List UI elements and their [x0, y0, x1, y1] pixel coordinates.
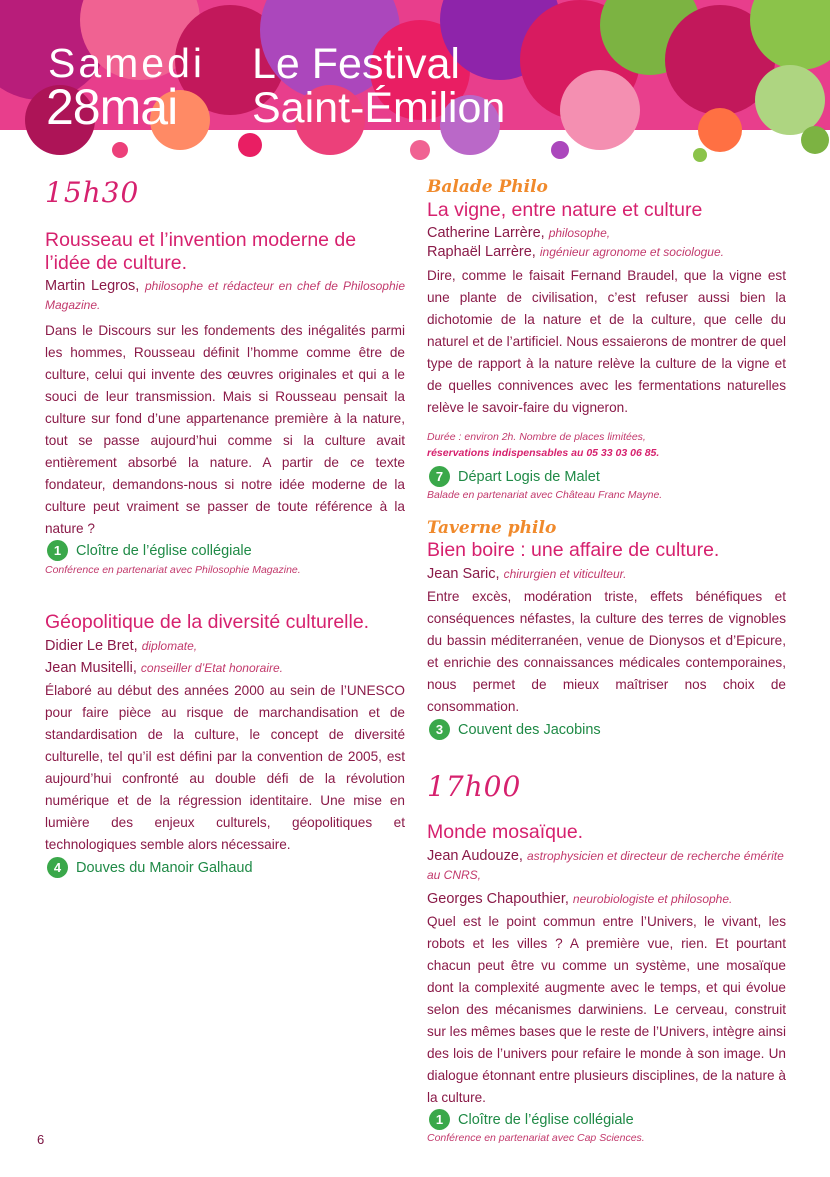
venue-link-cloitre[interactable] — [429, 1109, 634, 1130]
talk-body-geopolitique: Élaboré au début des années 2000 au sein de l’UNESCO pour faire pièce au risque de marchandisation et de standardisation de la culture, le concept de diversité culturelle, tel qu’il est défini par la convention de 2005, est aujourd’hui confronté au double défi de la révolution numérique et de la régression identitaire. Une mise en lumière des enjeux culturels, géopolitiques et technologiques semble alors nécessaire. — [45, 683, 405, 852]
header-title-line2: Saint-Émilion — [252, 84, 506, 132]
speaker-role: ingénieur agronome et sociologue. — [539, 245, 724, 259]
talk-body-vigne: Dire, comme le faisait Fernand Braudel, que la vigne est une plante de civilisation, c’est refuser aussi bien la dichotomie de la nature et de la culture, que celle du naturel et de l’artificiel. Nous essaierons de montrer de quel type de rapport à la nature relève la culture de la vigne et de quelles connivences avec les fermentations naturelles relève le savoir-faire du vigneron. — [427, 268, 786, 415]
venue-label: Douves du Manoir Galhaud — [76, 859, 253, 876]
talk-title-geopolitique: Géopolitique de la diversité culturelle. — [45, 611, 370, 633]
speaker-audouze — [427, 847, 786, 885]
speaker-chapouthier — [427, 890, 732, 909]
talk-title-vigne: La vigne, entre nature et culture — [427, 199, 703, 221]
speaker-role: astrophysicien et directeur de recherche émérite au CNRS, — [427, 849, 784, 882]
speaker-le-bret — [45, 637, 197, 656]
speaker-saric — [427, 565, 627, 584]
venue-number-badge: 4 — [47, 857, 68, 878]
speaker-raphael-larrere — [427, 243, 724, 262]
speaker-name: Jean Musitelli, — [45, 660, 137, 676]
speaker-name: Catherine Larrère, — [427, 225, 545, 241]
speaker-legros — [45, 277, 405, 315]
venue-link-cloitre[interactable] — [47, 540, 252, 561]
speaker-role: chirurgien et viticulteur. — [503, 567, 627, 581]
speaker-musitelli — [45, 659, 283, 678]
venue-label: Couvent des Jacobins — [458, 721, 601, 738]
venue-number-badge: 1 — [429, 1109, 450, 1130]
speaker-name: Didier Le Bret, — [45, 638, 138, 654]
venue-label: Cloître de l’église collégiale — [458, 1111, 634, 1128]
speaker-role: philosophe, — [548, 226, 611, 240]
speaker-role: neurobiologiste et philosophe. — [572, 892, 733, 906]
page-number: 6 — [37, 1132, 45, 1147]
venue-number-badge: 7 — [429, 466, 450, 487]
talk-title-bien-boire: Bien boire : une affaire de culture. — [427, 539, 720, 561]
kicker-balade-philo: Balade Philo — [427, 177, 548, 197]
time-heading-1700: 17h00 — [427, 770, 522, 803]
venue-label: Cloître de l’église collégiale — [76, 542, 252, 559]
reservation-note — [427, 446, 659, 461]
talk-body-rousseau: Dans le Discours sur les fondements des inégalités parmi les hommes, Rousseau définit l’homme comme être de culture, celui qui invente des œuvres originales et qui a le souci de leur transmission. Mais si Rousseau pensait la culture sur fond d’une appartenance première à la nature, tout se passe aujourd’hui comme si la culture avait entièrement absorbé la nature. A partir de ce texte fondateur, demandons-nous si notre idée moderne de la culture peut vraiment se passer de toute référence à la nature ? — [45, 323, 405, 536]
talk-title-rousseau: Rousseau et l’invention moderne de l’idée de culture. — [45, 229, 357, 274]
venue-number-badge: 1 — [47, 540, 68, 561]
speaker-name: Raphaël Larrère, — [427, 244, 536, 260]
partner-note: Conférence en partenariat avec Cap Sciences. — [427, 1132, 645, 1144]
speaker-role: conseiller d’Etat honoraire. — [140, 661, 283, 675]
duration-note: Durée : environ 2h. Nombre de places limitées, — [427, 431, 646, 443]
talk-body-bien-boire: Entre excès, modération triste, effets bénéfiques et conséquences néfastes, la culture des terres de vignobles du bassin méditerranéen, venue de Dionysos et d’Epicure, et enrichie des connaissances médicales contemporaines, nous permet de mieux maîtriser nos choix de consommation. — [427, 589, 786, 714]
header-day: Samedi — [48, 40, 206, 86]
header-banner — [0, 0, 830, 165]
partner-note: Conférence en partenariat avec Philosophie Magazine. — [45, 564, 301, 576]
speaker-name: Martin Legros, — [45, 278, 140, 294]
speaker-name: Jean Audouze, — [427, 848, 523, 864]
partner-note: Balade en partenariat avec Château Franc Mayne. — [427, 489, 663, 501]
venue-link-couvent-des-jacobins[interactable] — [429, 719, 601, 740]
speaker-name: Georges Chapouthier, — [427, 891, 569, 907]
time-heading-1530: 15h30 — [45, 176, 140, 209]
talk-body-monde-mosaique: Quel est le point commun entre l’Univers, le vivant, les robots et les villes ? A première vue, rien. Et pourtant chacun peut être vu comme un système, une mosaïque dont la complexité augmente avec le temps, et qui évolue selon des mécanismes darwiniens. Le cerveau, construit sur les mêmes bases que le reste de l’Univers, intègre ainsi des lois de l’univers pour refaire le monde à son image. Un dialogue étonnant entre plusieurs disciplines, de la nature à la culture. — [427, 914, 786, 1105]
venue-label: Départ Logis de Malet — [458, 468, 600, 485]
venue-link-douves[interactable] — [47, 857, 253, 878]
header-title-line1: Le Festival — [252, 40, 460, 88]
venue-number-badge: 3 — [429, 719, 450, 740]
speaker-role: philosophe et rédacteur en chef de Philosophie Magazine. — [45, 279, 405, 312]
venue-link-logis-de-malet[interactable] — [429, 466, 600, 487]
reservation-phone: réservations indispensables au 05 33 03 06 85. — [427, 447, 660, 459]
speaker-catherine-larrere — [427, 224, 610, 243]
speaker-name: Jean Saric, — [427, 566, 500, 582]
speaker-role: diplomate, — [141, 639, 198, 653]
talk-title-monde-mosaique: Monde mosaïque. — [427, 821, 584, 843]
kicker-taverne-philo: Taverne philo — [427, 518, 557, 538]
header-date: 28mai — [46, 79, 178, 135]
